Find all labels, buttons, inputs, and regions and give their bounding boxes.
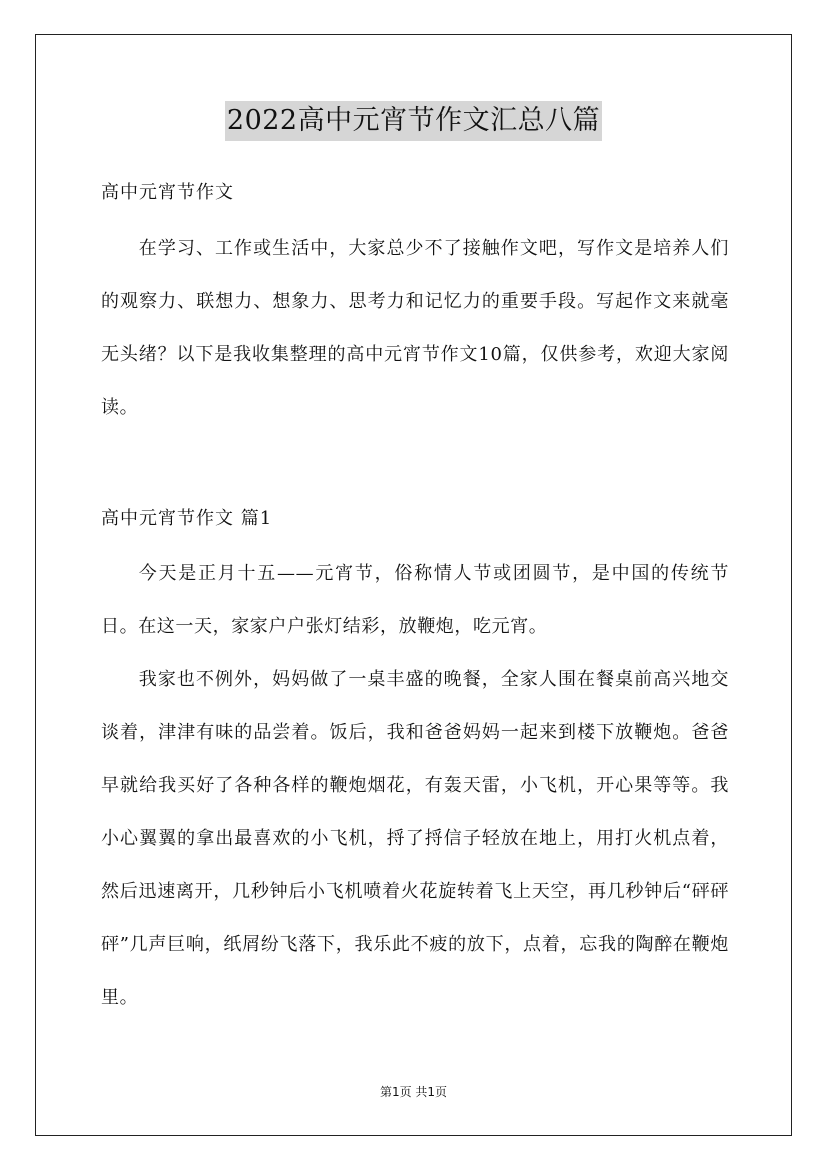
title-container [0,101,827,141]
intro-paragraph: 在学习、工作或生活中，大家总少不了接触作文吧，写作文是培养人们的观察力、联想力、想象力、思考力和记忆力的重要手段。写起作文来就毫无头绪？以下是我收集整理的高中元宵节作文10篇，仅供参考，欢迎大家阅读。 [101,238,729,418]
section1-paragraph-2: 我家也不例外，妈妈做了一桌丰盛的晚餐，全家人围在餐桌前高兴地交谈着，津津有味的品尝着。饭后，我和爸爸妈妈一起来到楼下放鞭炮。爸爸早就给我买好了各种各样的鞭炮烟花，有轰天雷，小飞机，开心果等等。我小心翼翼的拿出最喜欢的小飞机，捋了捋信子轻放在地上，用打火机点着，然后迅速离开，几秒钟后小飞机喷着火花旋转着飞上天空，再几秒钟后“砰砰砰”几声巨响，纸屑纷飞落下，我乐此不疲的放下，点着，忘我的陶醉在鞭炮里。 [101,669,729,1008]
page-footer: 第1页 共1页 [379,1085,448,1099]
document-title: 2022高中元宵节作文汇总八篇 [225,101,602,141]
section1-paragraph-1: 今天是正月十五——元宵节，俗称情人节或团圆节，是中国的传统节日。在这一天，家家户户张灯结彩，放鞭炮，吃元宵。 [101,563,729,637]
intro-heading: 高中元宵节作文 [101,182,234,203]
section1-heading: 高中元宵节作文 篇1 [101,508,273,529]
